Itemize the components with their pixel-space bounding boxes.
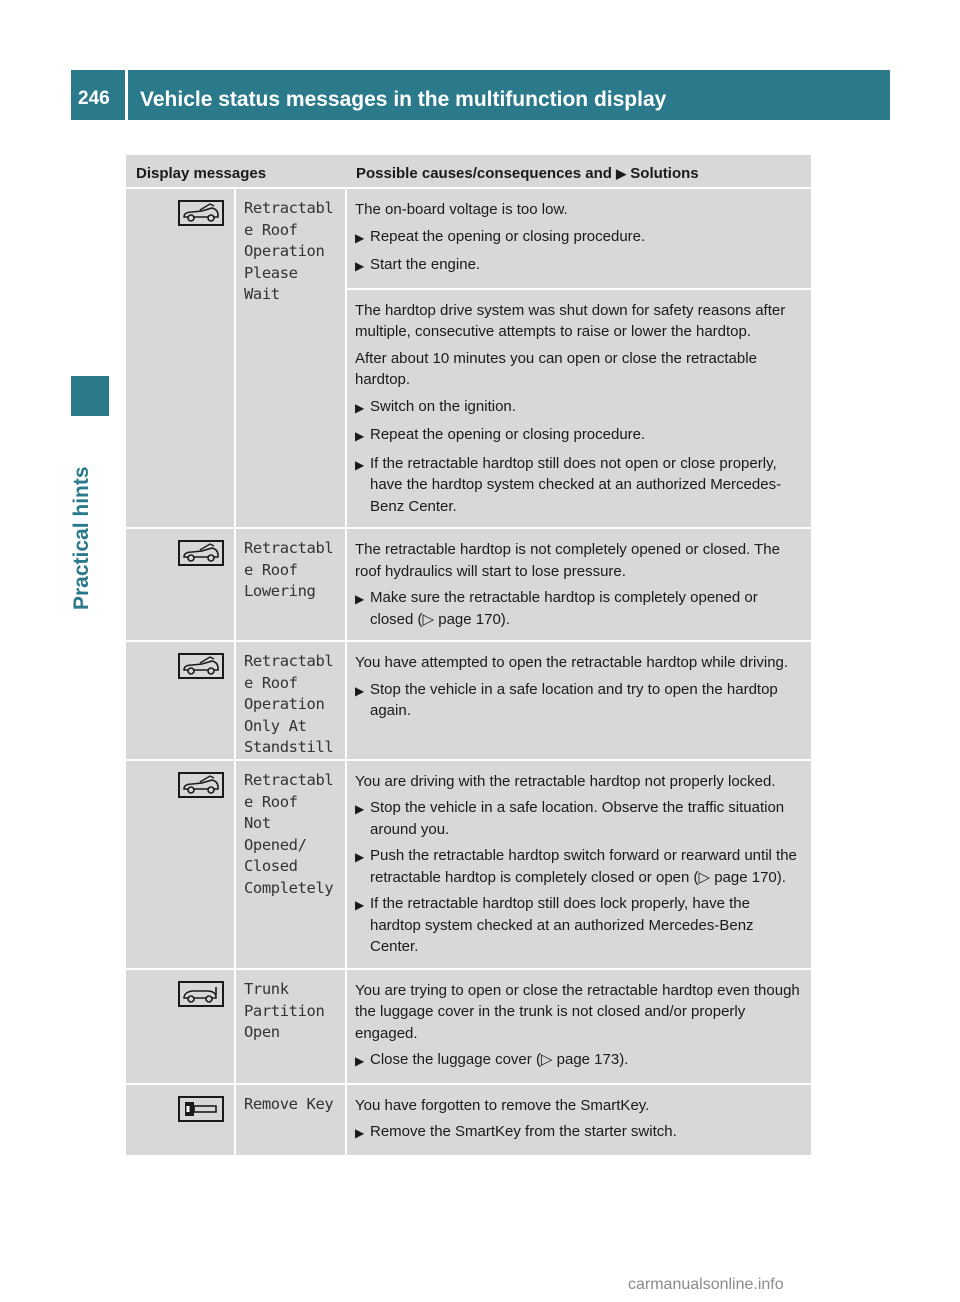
solution-block	[347, 970, 811, 1083]
cause-text: You are driving with the retractable hardtop not properly locked.	[355, 772, 776, 790]
convertible-roof-icon	[178, 653, 224, 679]
solution-step	[355, 226, 804, 250]
solution-step	[355, 1049, 804, 1073]
solution-step	[355, 893, 804, 958]
icon-cell	[126, 642, 236, 759]
step-text: Close the luggage cover (▷ page 173).	[370, 1051, 629, 1069]
cause-text: You have attempted to open the retractable hardtop while driving.	[355, 654, 789, 671]
step-text: Remove the SmartKey from the starter switch.	[370, 1123, 677, 1141]
step-text: Stop the vehicle in a safe location and try to open the hardtop again.	[370, 680, 778, 719]
solution-block	[347, 189, 811, 288]
step-text: If the retractable hardtop still does not open or close properly, have the hardtop system checked at an authorized Mercedes-Benz Center.	[370, 454, 782, 515]
arrow-icon: ▶	[616, 166, 627, 181]
solution-step	[355, 679, 804, 722]
page-title: Vehicle status messages in the multifunction display	[140, 88, 667, 111]
section-label: Practical hints	[70, 466, 93, 610]
solutions-cell	[347, 1085, 811, 1155]
solution-step	[355, 1121, 804, 1145]
trunk-partition-icon	[178, 981, 224, 1007]
step-arrow-icon: ▶	[355, 850, 365, 865]
solution-step	[355, 396, 804, 420]
cause-text: The on-board voltage is too low.	[355, 201, 568, 218]
step-arrow-icon: ▶	[355, 802, 365, 817]
step-arrow-icon: ▶	[355, 457, 365, 472]
step-arrow-icon: ▶	[355, 592, 365, 606]
icon-cell	[126, 529, 236, 640]
table-row	[126, 189, 811, 529]
step-text: Switch on the ignition.	[370, 397, 516, 415]
step-arrow-icon: ▶	[355, 1126, 365, 1141]
solution-step	[355, 845, 804, 888]
solution-step	[355, 424, 804, 448]
table-row	[126, 761, 811, 970]
step-text: Make sure the retractable hardtop is completely opened or closed (▷ page 170).	[370, 589, 758, 628]
table-row	[126, 642, 811, 761]
solutions-cell	[347, 642, 811, 759]
table-header	[126, 155, 811, 189]
table-row	[126, 970, 811, 1085]
section-tab-marker	[71, 376, 109, 416]
solution-step	[355, 797, 804, 840]
messages-table	[126, 155, 811, 1157]
table-row	[126, 1085, 811, 1157]
display-message: Trunk Partition Open	[236, 970, 347, 1083]
cause-text: The hardtop drive system was shut down for safety reasons after multiple, consecutive attempts to raise or lower the hardtop.	[355, 301, 786, 340]
cause-text: The retractable hardtop is not completely opened or closed. The roof hydraulics will start to lose pressure.	[355, 541, 780, 580]
solutions-cell	[347, 970, 811, 1083]
icon-cell	[126, 189, 236, 527]
cause-text: After about 10 minutes you can open or close the retractable hardtop.	[355, 349, 757, 388]
solutions-cell	[347, 529, 811, 640]
step-text: Push the retractable hardtop switch forward or rearward until the retractable hardtop is completely closed or open (▷ page 170).	[370, 847, 797, 886]
solution-block	[347, 642, 811, 732]
step-arrow-icon: ▶	[355, 259, 365, 273]
column-header-solutions-text: Possible causes/consequences and	[356, 165, 617, 182]
column-header-solutions-suffix: Solutions	[626, 165, 699, 182]
step-arrow-icon: ▶	[355, 400, 365, 415]
step-text: Stop the vehicle in a safe location. Observe the traffic situation around you.	[370, 799, 785, 838]
solution-block	[347, 761, 811, 968]
convertible-roof-icon	[178, 200, 224, 226]
display-message: Retractabl e Roof Operation Only At Standstill	[236, 642, 347, 759]
header-divider	[125, 70, 128, 120]
table-body	[126, 189, 811, 1157]
cause-text: You have forgotten to remove the SmartKey.	[355, 1096, 650, 1114]
icon-cell	[126, 1085, 236, 1155]
icon-cell	[126, 761, 236, 968]
footer-watermark: carmanualsonline.info	[628, 1276, 784, 1293]
icon-cell	[126, 970, 236, 1083]
solution-block	[347, 288, 811, 528]
display-message: Remove Key	[236, 1085, 347, 1155]
solution-step	[355, 587, 804, 630]
column-header-solutions	[347, 155, 811, 187]
step-arrow-icon: ▶	[355, 230, 365, 245]
step-arrow-icon: ▶	[355, 683, 365, 698]
page-number: 246	[78, 88, 110, 109]
step-text: If the retractable hardtop still does lock properly, have the hardtop system checked at an authorized Mercedes-Benz Center.	[370, 895, 754, 956]
solution-step	[355, 254, 804, 278]
cause-text: You are trying to open or close the retractable hardtop even though the luggage cover in the trunk is not closed and/or properly engaged.	[355, 981, 800, 1042]
solution-block	[347, 1085, 811, 1155]
display-message: Retractabl e Roof Operation Please Wait	[236, 189, 347, 527]
step-arrow-icon: ▶	[355, 429, 365, 443]
convertible-roof-icon	[178, 540, 224, 566]
step-arrow-icon: ▶	[355, 898, 365, 913]
solutions-cell	[347, 761, 811, 968]
step-text: Start the engine.	[370, 256, 481, 273]
key-icon	[178, 1096, 224, 1122]
table-row	[126, 529, 811, 642]
display-message: Retractabl e Roof Not Opened/ Closed Completely	[236, 761, 347, 968]
display-message: Retractabl e Roof Lowering	[236, 529, 347, 640]
step-text: Repeat the opening or closing procedure.	[370, 227, 646, 245]
step-text: Repeat the opening or closing procedure.	[370, 426, 646, 443]
solution-step	[355, 453, 804, 518]
solutions-cell	[347, 189, 811, 527]
step-arrow-icon: ▶	[355, 1054, 365, 1069]
column-header-display: Display messages	[136, 165, 267, 182]
convertible-roof-icon	[178, 772, 224, 798]
solution-block	[347, 529, 811, 640]
